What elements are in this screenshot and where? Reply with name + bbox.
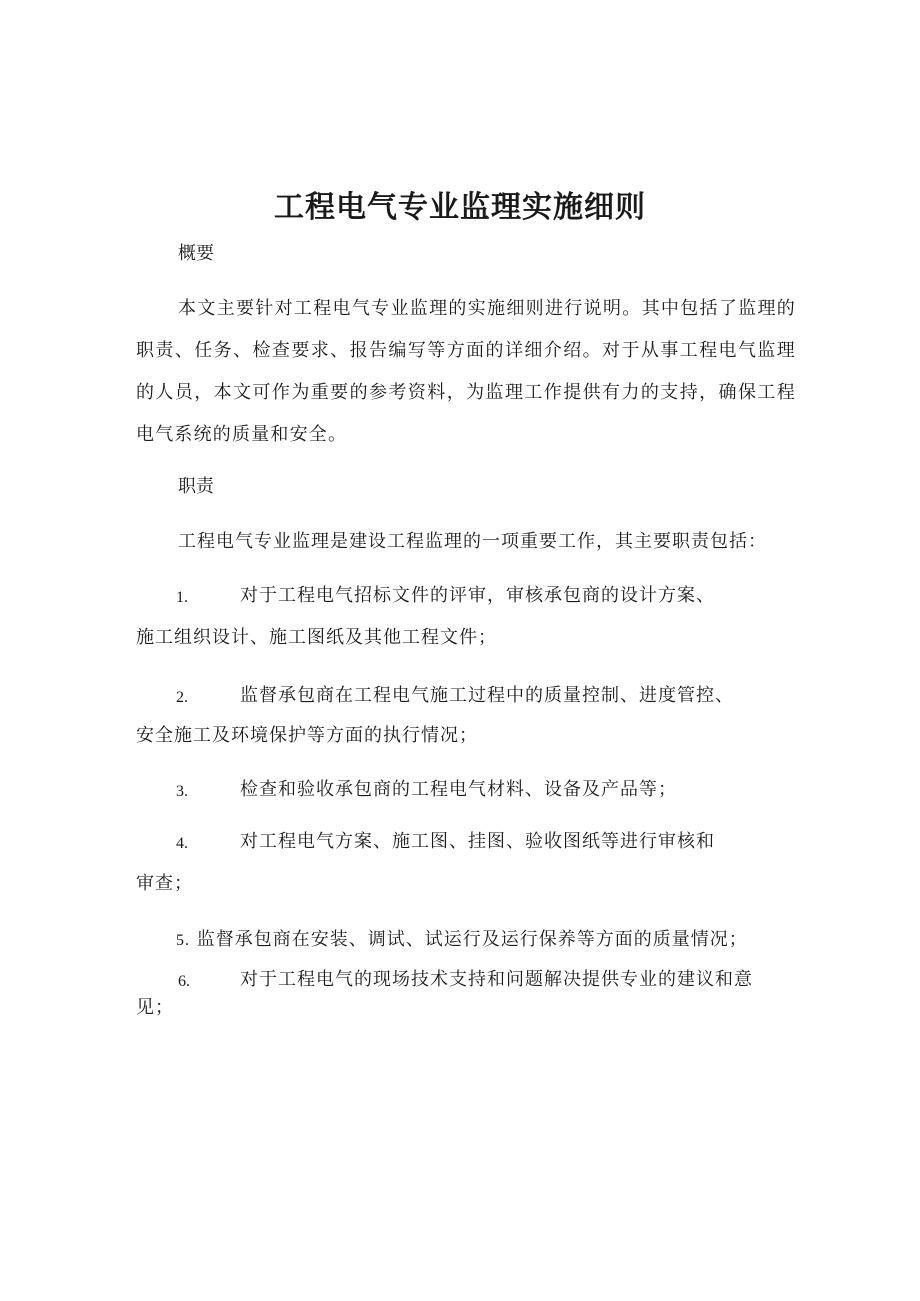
list-item-text-continued: 施工组织设计、施工图纸及其他工程文件； [136, 627, 497, 648]
list-item-text: 监督承包商在安装、调试、试运行及运行保养等方面的质量情况； [196, 929, 748, 950]
list-item-number: 6. [178, 973, 190, 990]
list-item-text: 对于工程电气的现场技术支持和问题解决提供专业的建议和意 [240, 969, 753, 990]
list-item-number: 3. [176, 783, 188, 800]
list-item-text-continued: 安全施工及环境保护等方面的执行情况； [136, 725, 478, 746]
list-item-number: 5. [176, 932, 190, 949]
overview-paragraph: 本文主要针对工程电气专业监理的实施细则进行说明。其中包括了监理的职责、任务、检查要求、报告编写等方面的详细介绍。对于从事工程电气监理的人员，本文可作为重要的参考资料，为监理工作提供有力的支持，确保工程电气系统的质量和安全。 [136, 298, 796, 445]
list-item-text: 对于工程电气招标文件的评审，审核承包商的设计方案、 [240, 585, 715, 606]
list-item-number: 1. [176, 589, 188, 606]
duties-intro: 工程电气专业监理是建设工程监理的一项重要工作，其主要职责包括： [178, 531, 767, 552]
overview-heading: 概要 [178, 243, 214, 264]
list-item-number: 2. [176, 689, 188, 706]
list-item-text: 对工程电气方案、施工图、挂图、验收图纸等进行审核和 [240, 831, 715, 852]
list-item-text-continued: 见； [136, 997, 174, 1018]
duties-heading: 职责 [178, 476, 214, 497]
list-item-5 [176, 926, 748, 955]
document-title: 工程电气专业监理实施细则 [274, 190, 646, 225]
list-item-text: 监督承包商在工程电气施工过程中的质量控制、进度管控、 [240, 685, 734, 706]
list-item-text-continued: 审查； [136, 873, 193, 894]
list-item-text: 检查和验收承包商的工程电气材料、设备及产品等； [240, 779, 677, 800]
list-item-number: 4. [176, 835, 188, 852]
